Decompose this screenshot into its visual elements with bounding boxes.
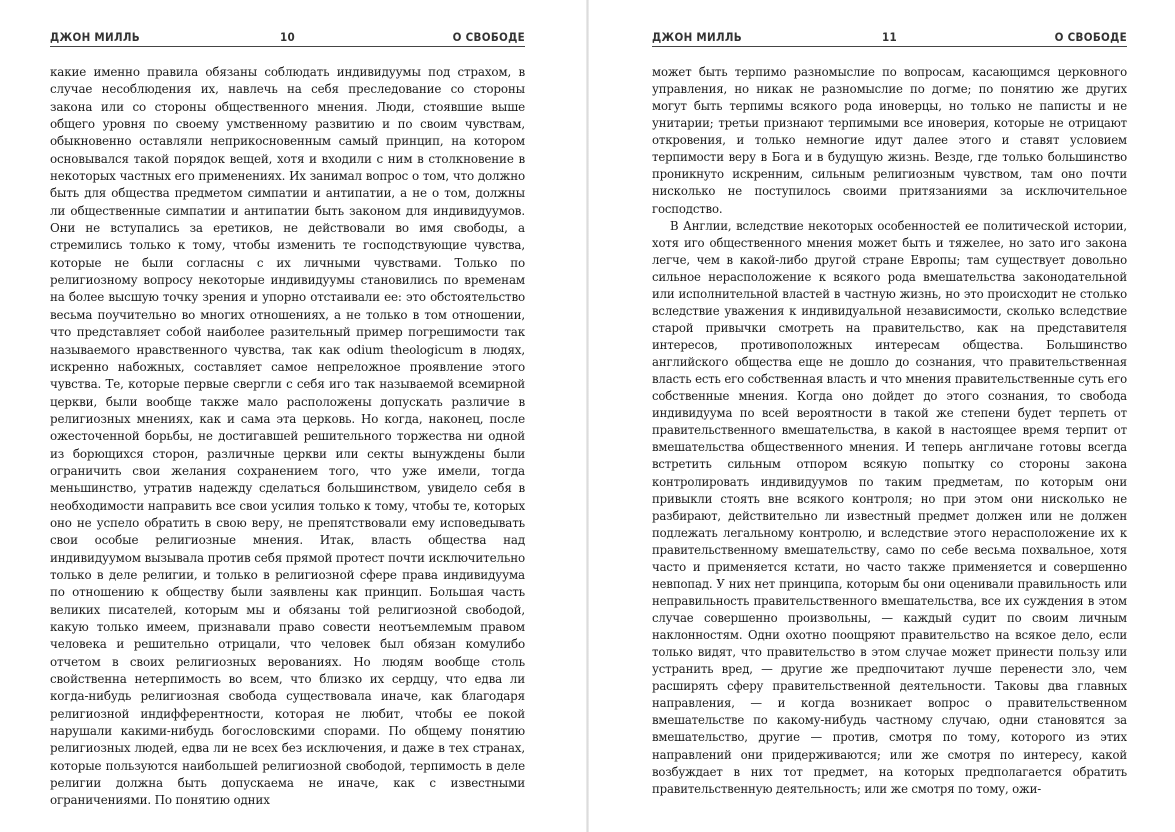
left-page xyxy=(50,0,525,832)
body-text-right xyxy=(652,64,1127,798)
running-head-right xyxy=(652,28,1127,47)
body-text-left xyxy=(50,64,525,810)
paragraph: какие именно правила обязаны соблюдать индивидуумы под страхом, в случае несоблюдения их, навлечь на себя преследование со стороны закона или со стороны общественного мнения. Люди, стоявшие выше общего уровня по своему умственному развитию и по своим чувствам, обыкновенно оставляли неприкосновенным самый принцип, на котором основывался такой порядок вещей, хотя и входили с ним в столкновение в некоторых частных его применениях. Их занимал вопрос о том, что должно быть для общества предметом симпатии и антипатии, а не о том, должны ли общественные симпатии и антипатии быть законом для индивидуумов. Они не вступались за еретиков, не действовали во имя свободы, а стремились только к тому, чтобы изменить те господствующие чувства, которые не были согласны с их личными чувствами. Только по религиозному вопросу некоторые индивидуумы становились по временам на более высшую точку зрения и упорно отстаивали ее: это обстоятельство весьма поучительно во многих отношениях, а не только в том отношении, что представляет собой наиболее разительный пример погрешимости так называемого нравственного чувства, так как odium theologicum в людях, искренно набожных, составляет самое непреложное проявление этого чувства. Те, которые первые свергли с себя иго так называемой всемирной церкви, были вообще также мало расположены допускать различие в религиозных мнениях, как и сама эта церковь. Но когда, наконец, после ожесточенной борьбы, не достигавшей решительного торжества ни одной из борющихся сторон, различные церкви или секты вынуждены были ограничить свои желания сохранением того, что уже имели, тогда меньшинство, утратив надежду сделаться большинством, увидело себя в необходимости направить все свои усилия только к тому, чтобы те, которых оно не успело обратить в свою веру, не препятствовали ему исповедывать свои особые религиозные мнения. Итак, власть общества над индивидуумом вызывала против себя прямой протест почти исключительно только в деле религии, и только в религиозной сфере права индивидуума по отношению к обществу были заявлены как принцип. Большая часть великих писателей, которым мы и обязаны той религиозной свободой, какую только имеем, признавали право совести неотъемлемым правом человека и решительно отрицали, что человек был обязан комулибо отчетом в своих религиозных верованиях. Но людям вообще столь свойственна нетерпимость во всем, что близко их сердцу, что едва ли когда-нибудь религиозная свобода существовала иначе, как благодаря религиозной индифферентности, которая не любит, чтобы ее покой нарушали какими-нибудь богословскими спорами. По общему понятию религиозных людей, едва ли не всех без исключения, и даже в тех странах, которые пользуются наибольшей религиозной свободой, терпимость в деле религии должна быть допускаема не иначе, как с известными ограничениями. По понятию одних xyxy=(50,65,525,808)
page-number: 10 xyxy=(280,30,295,44)
header-book-title: О СВОБОДЕ xyxy=(452,30,525,44)
page-number: 11 xyxy=(882,30,897,44)
header-author: ДЖОН МИЛЛЬ xyxy=(652,30,742,44)
book-gutter xyxy=(586,0,589,832)
right-page xyxy=(652,0,1127,832)
header-book-title: О СВОБОДЕ xyxy=(1054,30,1127,44)
running-head-left xyxy=(50,28,525,47)
paragraph: может быть терпимо разномыслие по вопросам, касающимся церковного управления, но никак не разномыслие по догме; по понятию же других могут быть терпимы всякого рода иноверцы, но только не паписты и не унитарии; третьи признают терпимыми все иноверия, которые не отрицают откровения, и только немногие идут далее этого и ставят условием терпимости веру в Бога и в будущую жизнь. Везде, где только большинство проникнуто искренним, сильным религиозным чувством, там оно почти нисколько не поступилось своими притязаниями за исключительное господство. xyxy=(652,65,1127,216)
paragraph: В Англии, вследствие некоторых особенностей ее политической истории, хотя иго общественного мнения может быть и тяжелее, но зато иго закона легче, чем в какой-либо другой стране Европы; там существует довольно сильное нерасположение к всякого рода вмешательства законодательной или исполнительной властей в частную жизнь, но это происходит не столько вследствие уважения к индивидуальной независимости, сколько вследствие старой привычки смотреть на правительство, как на представителя интересов, противоположных интересам общества. Большинство английского общества еще не дошло до сознания, что правительственная власть есть его собственная власть и что мнения правительственные суть его собственные мнения. Когда оно дойдет до этого сознания, то свобода индивидуума по всей вероятности в такой же степени будет терпеть от правительственного вмешательства, в какой в настоящее время терпит от вмешательства общественного мнения. И теперь англичане готовы всегда встретить сильным отпором всякую попытку со стороны закона контролировать индивидуумов по таким предметам, по которым они привыкли стоять вне всякого контроля; но при этом они нисколько не разбирают, действительно ли известный предмет должен или не должен подлежать легальному контролю, и вследствие этого нерасположение их к правительственному вмешательству, само по себе весьма похвальное, хотя часто и применяется кстати, но часто также применяется и совершенно невпопад. У них нет принципа, которым бы они оценивали правильность или неправильность правительственного вмешательства, все их суждения в этом случае совершенно произвольны, — каждый судит по своим личным наклонностям. Одни охотно поощряют правительство на всякое дело, если только видят, что правительство в этом случае может принести пользу или устранить вред, — другие же предпочитают лучше перенести зло, чем расширять сферу правительственной деятельности. Таковы два главных направления, — и когда возникает вопрос о правительственном вмешательстве по какому-нибудь частному случаю, одни становятся за вмешательство, другие — против, смотря по тому, которого из этих направлений они придерживаются; или же смотря по интересу, какой возбуждает в них тот предмет, на которых предполагается обратить правительственную деятельность; или же смотря по тому, ожи- xyxy=(652,218,1127,796)
header-author: ДЖОН МИЛЛЬ xyxy=(50,30,140,44)
